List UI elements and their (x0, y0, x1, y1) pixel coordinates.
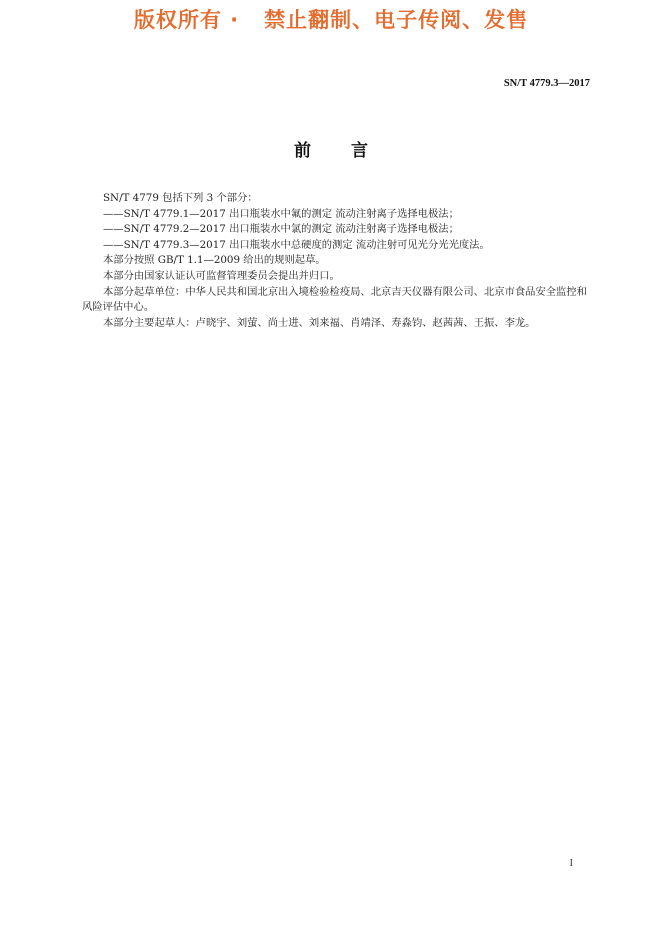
part-item-2: ——SN/T 4779.2—2017 出口瓶装水中氯的测定 流动注射离子选择电极法； (103, 223, 459, 236)
intro-paragraph: SN/T 4779 包括下列 3 个部分： (103, 192, 258, 204)
page-title (0, 136, 662, 161)
drafters-paragraph: 本部分主要起草人：卢晓宇、刘萤、尚士进、刘来福、肖靖泽、寿淼钧、赵茜茜、王振、李龙。 (103, 316, 536, 329)
standard-code: SN/T 4779.3—2017 (503, 78, 590, 89)
copyright-banner: 版权所有 · 禁止翻制、电子传阅、发售 (133, 8, 529, 32)
page-number: I (569, 858, 573, 869)
drafting-units-paragraph: 本部分起草单位：中华人民共和国北京出入境检验检疫局、北京吉天仪器有限公司、北京市食品安全监控和风险评估中心。 (82, 285, 587, 314)
title-char-1: 前 (294, 141, 311, 161)
part-item-3: ——SN/T 4779.3—2017 出口瓶装水中总硬度的测定 流动注射可见光分光光度法。 (103, 238, 490, 251)
part-item-1: ——SN/T 4779.1—2017 出口瓶装水中氟的测定 流动注射离子选择电极法； (103, 207, 459, 220)
title-char-2: 言 (351, 141, 368, 161)
rules-paragraph: 本部分按照 GB/T 1.1—2009 给出的规则起草。 (103, 254, 326, 267)
proposer-paragraph: 本部分由国家认证认可监督管理委员会提出并归口。 (103, 269, 340, 282)
foreword-body (82, 191, 592, 331)
